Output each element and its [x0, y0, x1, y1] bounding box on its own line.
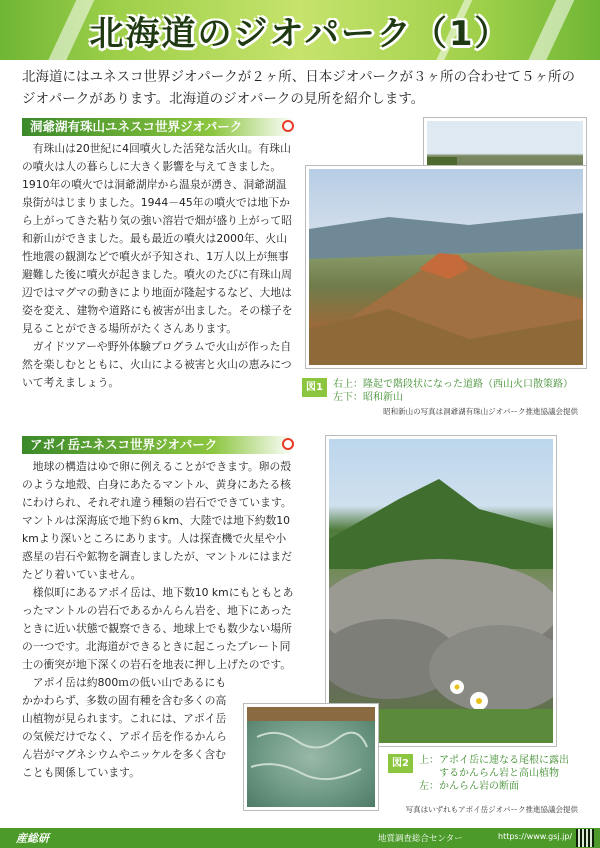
page-title: 北海道のジオパーク（1） [89, 14, 511, 54]
caption-line: 左：かんらん岩の断面 [418, 781, 519, 792]
paragraph: ガイドツアーや野外体験プログラムで火山が作った自然を楽しむとともに、火山による被害と火山の恵みについて考えましょう。 [22, 340, 292, 389]
photo-showa-shinzan [306, 166, 586, 368]
figure1-credit: 昭和新山の写真は洞爺湖有珠山ジオパーク推進協議会提供 [383, 407, 578, 416]
caption-line: するかんらん岩と高山植物 [418, 768, 559, 779]
page-footer [0, 828, 600, 848]
footer-url[interactable]: https://www.gsj.jp/ [498, 832, 573, 841]
photo-peridotite-outcrop [326, 436, 556, 746]
caption-line: 上：アポイ岳に連なる尾根に露出 [418, 755, 569, 766]
photo-peridotite-section [244, 704, 378, 810]
paragraph: 地球の構造はゆで卵に例えることができます。卵の殻のような地殻、白身にあたるマントル、黄身にあたる核にわけられ、それぞれ違う種類の岩石でできています。マントルは深海底で地下約６km、大陸では地下約数10 kmより深いところにあります。人は探査機で火星や小惑星の岩石や鉱物を調査しましたが、マントルにはまだたどり着いていません。 [22, 460, 292, 581]
figure2-caption [388, 754, 588, 793]
paragraph: 有珠山は20世紀に4回噴火した活発な活火山。有珠山の噴火は人の暮らしに大きく影響を与えてきました。1910年の噴火では洞爺湖岸から温泉が湧き、洞爺湖温泉街がはじまりました。1944－45年の噴火では地下から上がってきた粘り気の強い溶岩で畑が盛り上がって昭和新山ができました。最も最近の噴火は2000年、火山性地震の観測などで噴火が予知され、1万人以上が無事避難した後に噴火が起きました。噴火のたびに有珠山周辺ではマグマの動きにより地面が隆起するなど、大地は姿を変え、建物や道路にも被害が出ました。その様子を見ることができる場所がたくさんあります。 [22, 142, 293, 335]
caption-line: 左下：昭和新山 [332, 392, 403, 403]
red-circle-icon [282, 438, 294, 450]
caption-line: 右上：隆起で階段状になった道路（西山火口散策路） [332, 379, 573, 390]
figure2-credit: 写真はいずれもアポイ岳ジオパーク推進協議会提供 [405, 805, 578, 814]
section-heading-toya-usu [22, 118, 294, 136]
intro-text: 北海道にはユネスコ世界ジオパークが２ヶ所、日本ジオパークが３ヶ所の合わせて５ヶ所のジオパークがあります。北海道のジオパークの見所を紹介します。 [22, 69, 575, 107]
section-heading-label: 洞爺湖有珠山ユネスコ世界ジオパーク [30, 119, 243, 134]
section-heading-label: アポイ岳ユネスコ世界ジオパーク [30, 437, 218, 452]
figure1-caption [302, 378, 592, 404]
section-heading-apoi [22, 436, 294, 454]
section1-body [22, 140, 294, 392]
qr-code-icon [576, 829, 594, 847]
footer-org: 地質調査総合センター [378, 834, 463, 844]
aist-logo: 産総研 [16, 832, 49, 845]
paragraph: 様似町にあるアポイ岳は、地下数10 kmにもともとあったマントルの岩石であるかんらん岩を、地下にあったときに近い状態で観察できる、地球上でも数少ない場所の一つです。北海道ができるときに起こったプレート同士の衝突が地下深くの岩石を地表に押し上げたのです。 [22, 586, 294, 671]
figure2-label: 図2 [388, 754, 413, 773]
paragraph: アポイ岳は約800ｍの低い山であるにもかかわらず、多数の固有種を含む多くの高山植物が見られます。これには、アポイ岳の気候だけでなく、アポイ岳を作るかんらん岩がマグネシウムやニッケルを多く含むことも関係しています。 [22, 676, 227, 779]
red-circle-icon [282, 120, 294, 132]
figure1-label: 図1 [302, 378, 327, 397]
